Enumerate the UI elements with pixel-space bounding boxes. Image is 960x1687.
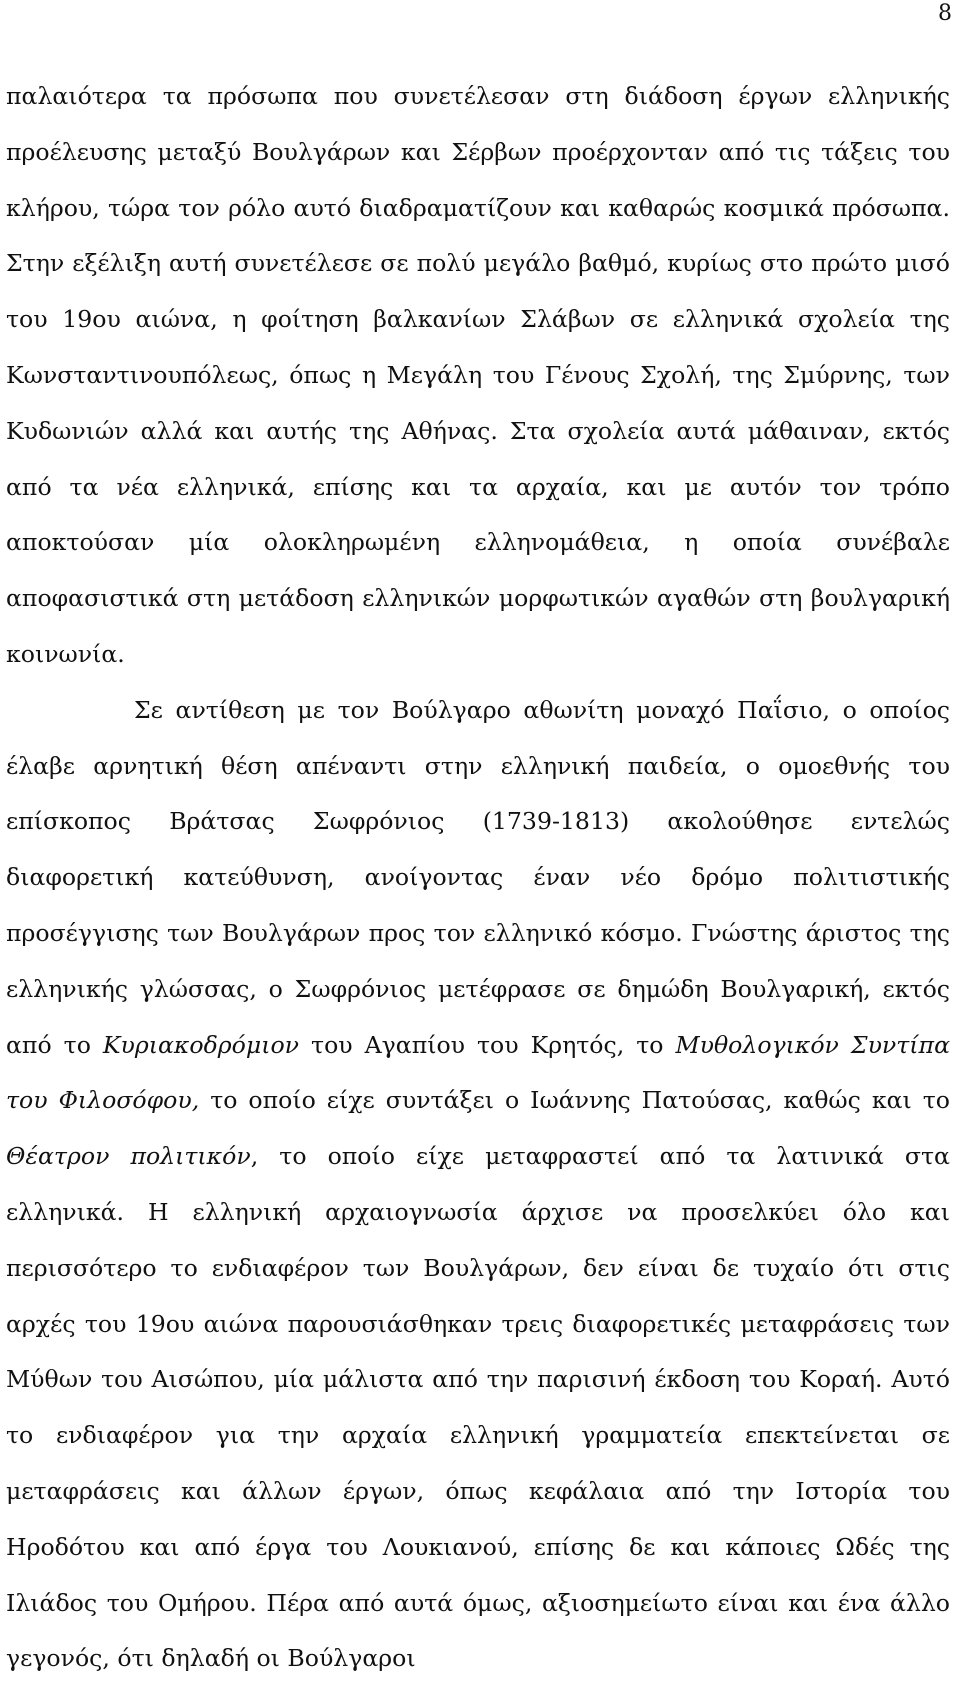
text-segment: παλαιότερα τα πρόσωπα που συνετέλεσαν στη διάδοση έργων ελληνικής προέλευσης μεταξύ Βουλγάρων και Σέρβων προέρχονταν από τις τάξεις του κλήρου, τώρα τον ρόλο αυτό διαδραματίζουν και καθαρώς κοσμικά πρόσωπα. Στην εξέλιξη αυτή συνετέλεσε σε πολύ μεγάλο βαθμό, κυρίως στο πρώτο μισό του 19ου αιώνα, η φοίτηση βαλκανίων Σλάβων σε ελληνικά σχολεία της Κωνσταντινουπόλεως, όπως η Μεγάλη του Γένους Σχολή, της Σμύρνης, των Κυδωνιών αλλά και αυτής της Αθήνας. Στα σχολεία αυτά μάθαιναν, εκτός από τα νέα ελληνικά, επίσης και τα αρχαία, και με αυτόν τον τρόπο αποκτούσαν μία ολοκληρωμένη ελληνομάθεια, η οποία συνέβαλε αποφασιστικά στη μετάδοση ελληνικών μορφωτικών αγαθών στη βουλγαρική κοινωνία. — [6, 82, 950, 668]
text-segment: Σε αντίθεση με τον Βούλγαρο αθωνίτη μοναχό Παΐσιο, ο οποίος έλαβε αρνητική θέση απέναντι στην ελληνική παιδεία, ο ομοεθνής του επίσκοπος Βράτσας Σωφρόνιος (1739-1813) ακολούθησε εντελώς διαφορετική κατεύθυνση, ανοίγοντας έναν νέο δρόμο πολιτιστικής προσέγγισης των Βουλγάρων προς τον ελληνικό κόσμο. Γνώστης άριστος της ελληνικής γλώσσας, ο Σωφρόνιος μετέφρασε σε δημώδη Βουλγαρική, εκτός από το — [6, 695, 950, 1059]
text-segment: το οποίο είχε συντάξει ο Ιωάννης Πατούσας, καθώς και το — [199, 1086, 951, 1115]
book-title-theatron: Θέατρον πολιτικόν — [6, 1142, 251, 1171]
text-segment: του Αγαπίου του Κρητός, το — [299, 1030, 676, 1059]
paragraph-1 — [6, 69, 950, 683]
body-text — [6, 69, 950, 1687]
book-title-kyriakodromion: Κυριακοδρόμιον — [102, 1030, 300, 1059]
paragraph-2 — [6, 683, 950, 1687]
text-segment: , το οποίο είχε μεταφραστεί από τα λατινικά στα ελληνικά. Η ελληνική αρχαιογνωσία άρχισε να προσελκύει όλο και περισσότερο το ενδιαφέρον των Βουλγάρων, δεν είναι δε τυχαίο ότι στις αρχές του 19ου αιώνα παρουσιάσθηκαν τρεις διαφορετικές μεταφράσεις των Μύθων του Αισώπου, μία μάλιστα από την παρισινή έκδοση του Κοραή. Αυτό το ενδιαφέρον για την αρχαία ελληνική γραμματεία επεκτείνεται σε μεταφράσεις και άλλων έργων, όπως κεφάλαια από την Ιστορία του Ηροδότου και από έργα του Λουκιανού, επίσης δε και κάποιες Ωδές της Ιλιάδος του Ομήρου. Πέρα από αυτά όμως, αξιοσημείωτο είναι και ένα άλλο γεγονός, ότι δηλαδή οι Βούλγαροι — [6, 1142, 950, 1673]
book-title-mythologikon: Μυθολογικόν Συντίπα του Φιλοσόφου, — [6, 1030, 950, 1115]
page-number: 8 — [938, 1, 952, 26]
